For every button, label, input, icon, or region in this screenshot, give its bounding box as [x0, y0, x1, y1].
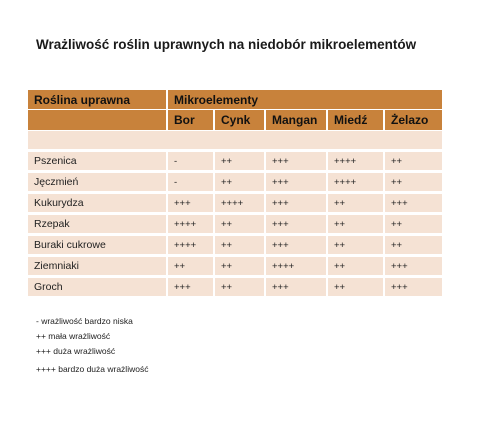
cell-value: ++++ [168, 215, 215, 233]
cell-value: +++ [266, 152, 328, 170]
header-col-miedz: Miedź [328, 110, 385, 130]
cell-value: +++ [266, 236, 328, 254]
cell-value: +++ [168, 194, 215, 212]
legend [36, 314, 148, 377]
table-row [28, 194, 442, 212]
cell-value: ++ [215, 257, 266, 275]
table-row [28, 257, 442, 275]
legend-item: ++++ bardzo duża wrażliwość [36, 364, 149, 374]
cell-value: +++ [391, 281, 408, 293]
cell-value: +++ [168, 278, 215, 296]
cell-value: - [168, 152, 215, 170]
cell-value: ++++ [266, 257, 328, 275]
table-row [28, 278, 442, 296]
cell-plant: Rzepak [28, 215, 168, 233]
cell-value: ++ [328, 278, 385, 296]
header-plant: Roślina uprawna [28, 90, 168, 109]
cell-value: ++ [215, 215, 266, 233]
cell-value: ++++ [328, 173, 385, 191]
cell-value: ++ [215, 278, 266, 296]
table-row [28, 215, 442, 233]
legend-item: ++ mała wrażliwość [36, 331, 111, 341]
cell-value: +++ [391, 197, 408, 209]
header-col-cynk: Cynk [215, 110, 266, 130]
cell-plant: Ziemniaki [28, 257, 168, 275]
cell-value: ++++ [328, 152, 385, 170]
cell-plant: Kukurydza [28, 194, 168, 212]
cell-value: +++ [266, 173, 328, 191]
table-body [28, 152, 442, 296]
table-row [28, 152, 442, 170]
cell-value: ++ [328, 194, 385, 212]
header-group-micronutrients: Mikroelementy [174, 92, 259, 107]
micronutrient-table [28, 90, 442, 296]
cell-value: +++ [266, 215, 328, 233]
header-col-zelazo: Żelazo [391, 113, 429, 127]
table-header-row-1 [28, 90, 442, 109]
table-spacer-row [28, 131, 442, 149]
cell-value: - [168, 173, 215, 191]
cell-plant: Pszenica [28, 152, 168, 170]
cell-value: ++ [215, 152, 266, 170]
cell-value: ++ [215, 173, 266, 191]
cell-plant: Groch [28, 278, 168, 296]
cell-value: ++ [391, 218, 403, 230]
header-plant-spacer [28, 110, 168, 130]
cell-value: ++ [328, 215, 385, 233]
cell-value: +++ [391, 260, 408, 272]
header-col-bor: Bor [168, 110, 215, 130]
table-row [28, 236, 442, 254]
table-row [28, 173, 442, 191]
cell-value: ++ [328, 257, 385, 275]
table-header-row-2 [28, 109, 442, 130]
cell-plant: Jęczmień [28, 173, 168, 191]
cell-value: ++ [391, 239, 403, 251]
cell-value: ++ [391, 176, 403, 188]
legend-item: +++ duża wrażliwość [36, 346, 116, 356]
cell-value: ++ [168, 257, 215, 275]
cell-value: ++++ [168, 236, 215, 254]
cell-value: ++ [328, 236, 385, 254]
legend-item: - wrażliwość bardzo niska [36, 316, 133, 326]
cell-value: ++ [215, 236, 266, 254]
cell-value: ++++ [215, 194, 266, 212]
header-col-mangan: Mangan [266, 110, 328, 130]
cell-value: +++ [266, 278, 328, 296]
cell-value: ++ [391, 155, 403, 167]
cell-plant: Buraki cukrowe [28, 236, 168, 254]
cell-value: +++ [266, 194, 328, 212]
page-title: Wrażliwość roślin uprawnych na niedobór mikroelementów [36, 37, 417, 52]
